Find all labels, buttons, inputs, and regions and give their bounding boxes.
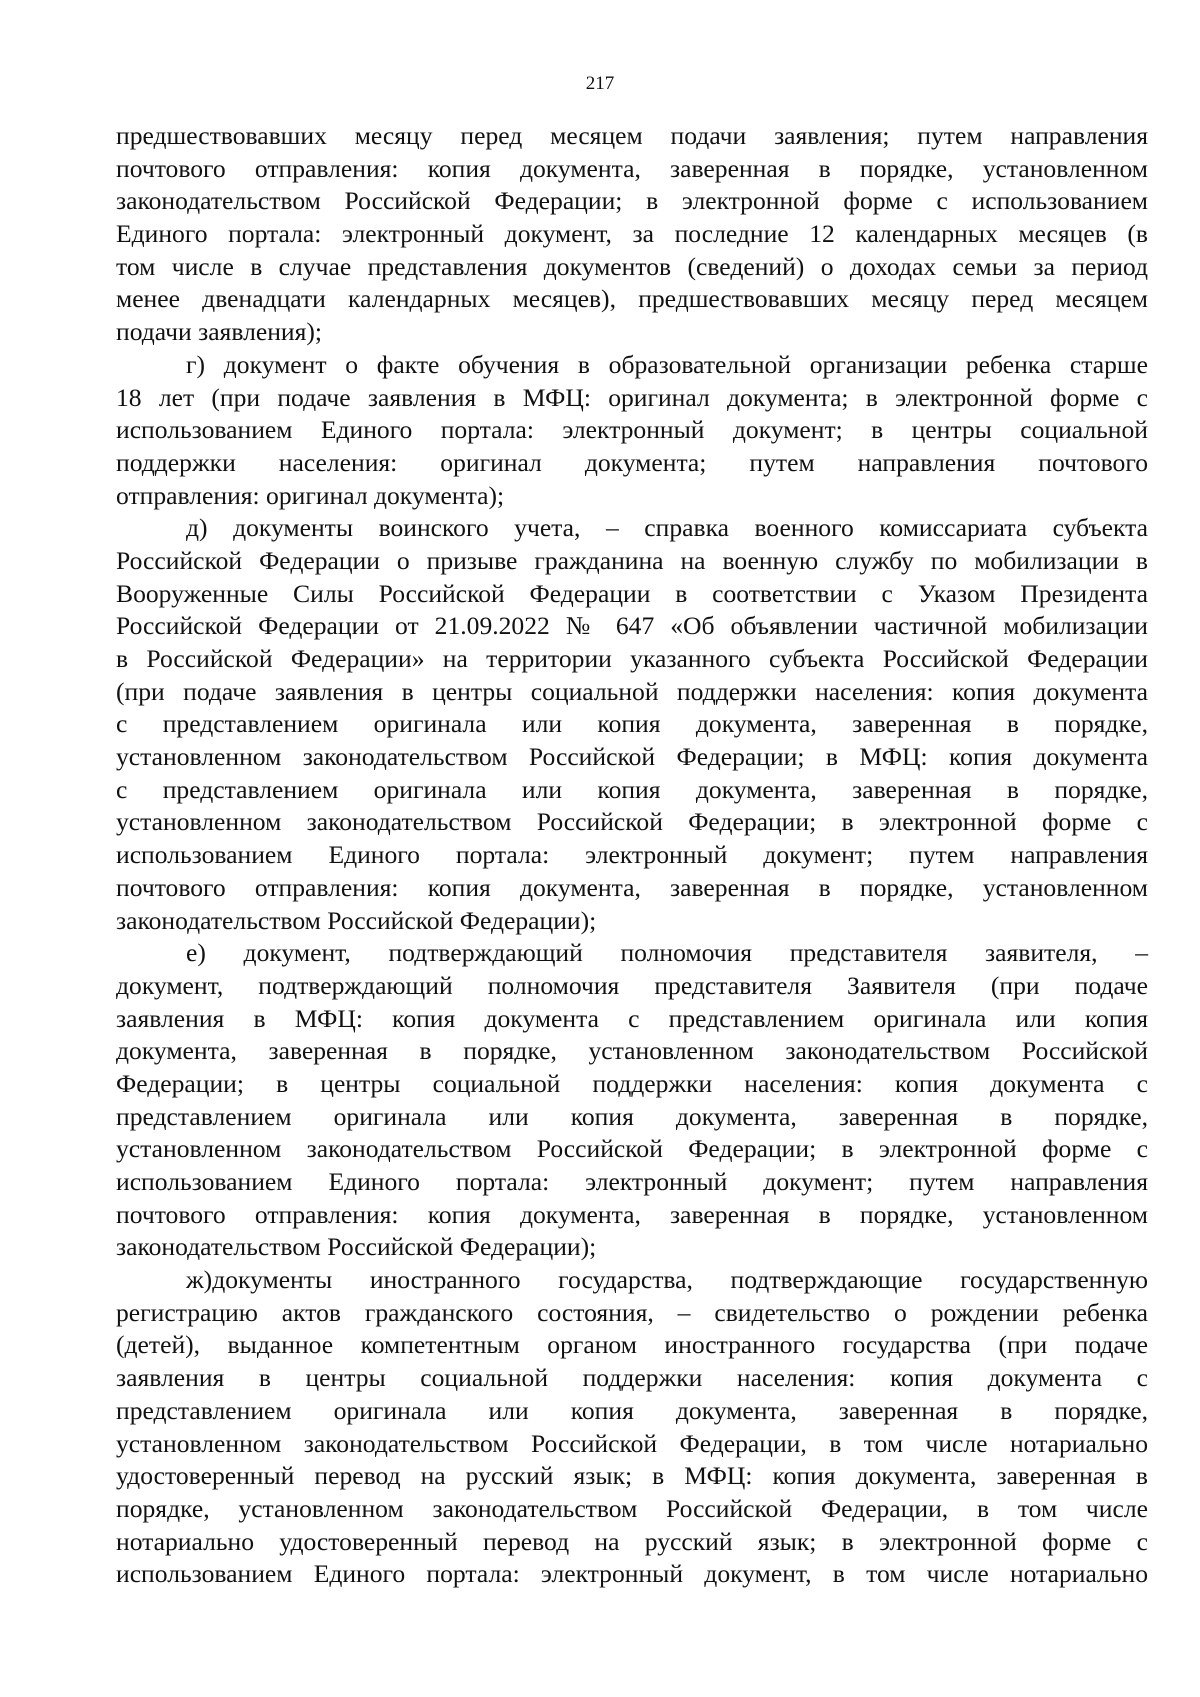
text-line: законодательством Российской Федерации);	[116, 905, 597, 935]
paragraph-item-d	[116, 512, 1148, 937]
text-line: Единого портала: электронный документ, за последние 12 календарных месяцев (в	[116, 219, 1148, 249]
paragraph-item-zh	[116, 1264, 1148, 1591]
text-line: Российской Федерации о призыве гражданина на военную службу по мобилизации в	[116, 545, 1148, 575]
text-line: почтового отправления: копия документа, заверенная в порядке, установленном	[116, 1199, 1148, 1229]
text-line: (при подаче заявления в центры социальной поддержки населения: копия документа	[116, 676, 1148, 706]
text-line: е) документ, подтверждающий полномочия представителя заявителя, –	[186, 938, 1148, 968]
text-line: законодательством Российской Федерации; в электронной форме с использованием	[116, 186, 1148, 216]
text-line: (детей), выданное компетентным органом иностранного государства (при подаче	[116, 1330, 1148, 1360]
text-line: представлением оригинала или копия документа, заверенная в порядке,	[116, 1395, 1148, 1425]
page-number: 217	[585, 73, 615, 94]
text-line: Вооруженные Силы Российской Федерации в соответствии с Указом Президента	[116, 578, 1148, 608]
text-line: с представлением оригинала или копия документа, заверенная в порядке,	[116, 774, 1148, 804]
paragraph-item-g	[116, 349, 1148, 512]
text-line: законодательством Российской Федерации);	[116, 1232, 597, 1262]
paragraph-continuation	[116, 120, 1148, 349]
text-line: в Российской Федерации» на территории указанного субъекта Российской Федерации	[116, 644, 1148, 673]
text-line: нотариально удостоверенный перевод на русский язык; в электронной форме с	[116, 1526, 1148, 1556]
text-line: использованием Единого портала: электронный документ, в том числе нотариально	[116, 1559, 1148, 1589]
text-line: представлением оригинала или копия документа, заверенная в порядке,	[116, 1101, 1148, 1131]
text-line: подачи заявления);	[116, 317, 322, 347]
text-line: д) документы воинского учета, – справка военного комиссариата субъекта	[186, 513, 1148, 543]
text-line: заявления в МФЦ: копия документа с представлением оригинала или копия	[116, 1003, 1148, 1033]
text-line: документа, заверенная в порядке, установленном законодательством Российской	[116, 1036, 1148, 1066]
text-line: заявления в центры социальной поддержки населения: копия документа с	[116, 1363, 1148, 1393]
text-line: менее двенадцати календарных месяцев), предшествовавших месяцу перед месяцем	[116, 284, 1148, 314]
text-line: Российской Федерации от 21.09.2022 № 647 «Об объявлении частичной мобилизации	[116, 611, 1148, 641]
paragraph-item-e	[116, 937, 1148, 1264]
text-line: ж)документы иностранного государства, подтверждающие государственную	[186, 1265, 1148, 1295]
text-line: удостоверенный перевод на русский язык; в МФЦ: копия документа, заверенная в	[116, 1461, 1148, 1491]
document-body	[116, 120, 1148, 1591]
text-line: регистрацию актов гражданского состояния, – свидетельство о рождении ребенка	[116, 1297, 1148, 1327]
text-line: почтового отправления: копия документа, заверенная в порядке, установленном	[116, 872, 1148, 902]
text-line: отправления: оригинал документа);	[116, 480, 505, 510]
text-line: с представлением оригинала или копия документа, заверенная в порядке,	[116, 709, 1148, 739]
text-line: использованием Единого портала: электронный документ; путем направления	[116, 840, 1148, 870]
text-line: установленном законодательством Российской Федерации; в электронной форме с	[116, 807, 1148, 837]
text-line: установленном законодательством Российской Федерации; в МФЦ: копия документа	[116, 742, 1148, 772]
text-line: 18 лет (при подаче заявления в МФЦ: оригинал документа; в электронной форме с	[116, 382, 1148, 412]
text-line: порядке, установленном законодательством Российской Федерации, в том числе	[116, 1493, 1148, 1523]
text-line: поддержки населения: оригинал документа; путем направления почтового	[116, 447, 1148, 477]
text-line: почтового отправления: копия документа, заверенная в порядке, установленном	[116, 153, 1148, 183]
text-line: том числе в случае представления документов (сведений) о доходах семьи за период	[116, 251, 1148, 281]
text-line: документ, подтверждающий полномочия представителя Заявителя (при подаче	[116, 970, 1148, 1000]
text-line: г) документ о факте обучения в образовательной организации ребенка старше	[186, 349, 1148, 379]
text-line: использованием Единого портала: электронный документ; путем направления	[116, 1167, 1148, 1196]
text-line: предшествовавших месяцу перед месяцем подачи заявления; путем направления	[116, 121, 1148, 150]
text-line: использованием Единого портала: электронный документ; в центры социальной	[116, 415, 1148, 445]
text-line: установленном законодательством Российской Федерации; в электронной форме с	[116, 1134, 1148, 1164]
text-line: Федерации; в центры социальной поддержки населения: копия документа с	[116, 1068, 1148, 1098]
text-line: установленном законодательством Российской Федерации, в том числе нотариально	[116, 1428, 1148, 1458]
